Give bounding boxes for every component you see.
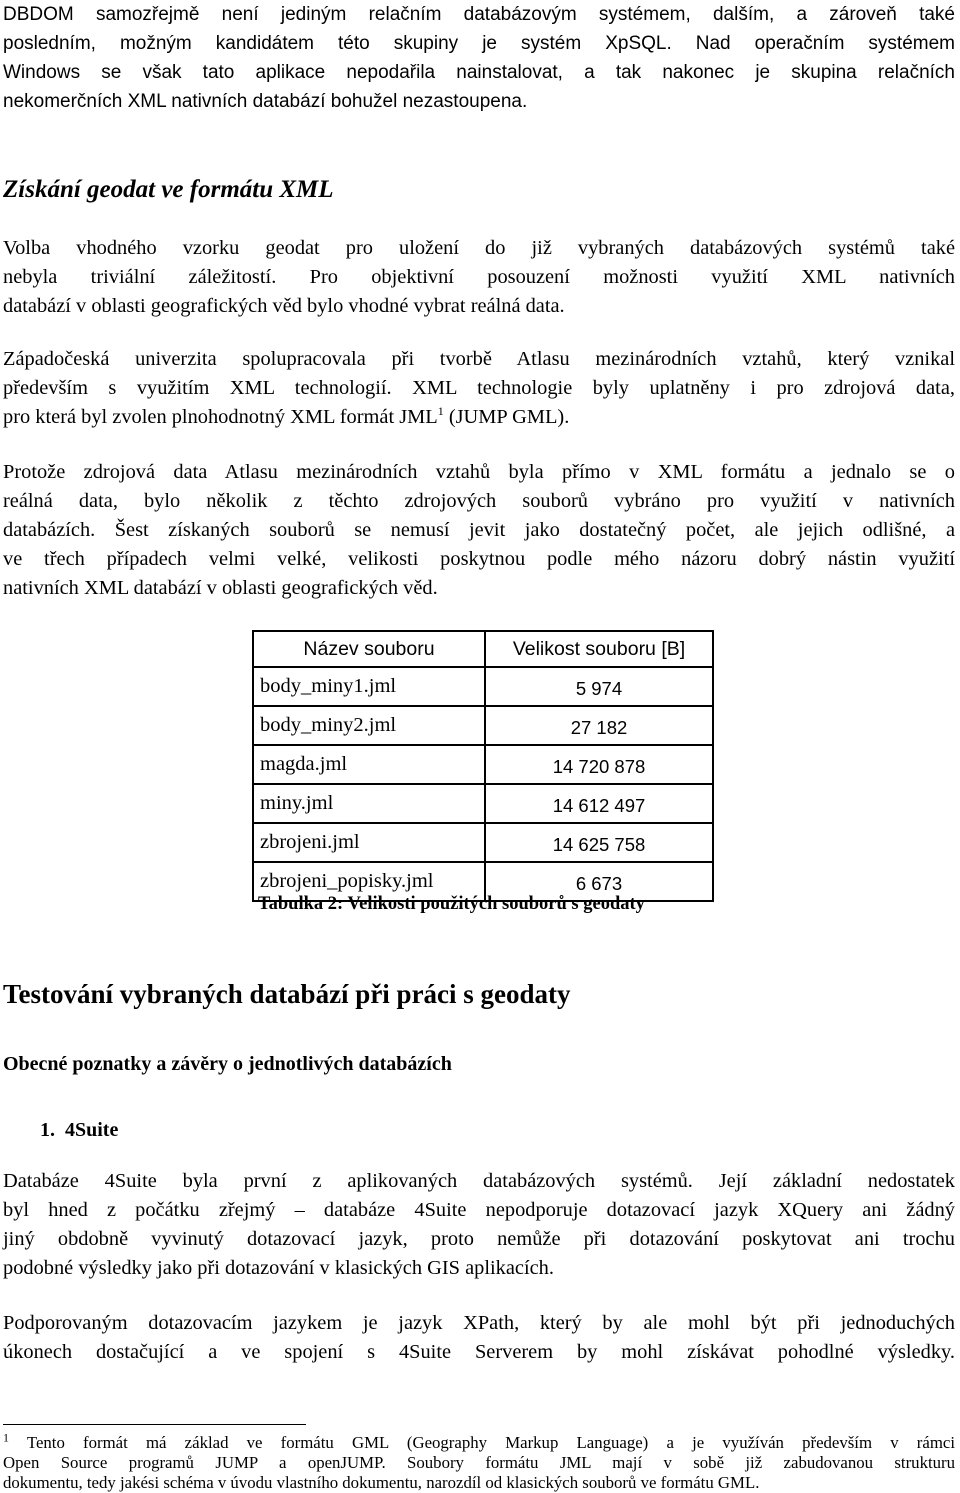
text-line: podobné výsledky jako při dotazování v klasických GIS aplikacích.	[3, 1257, 554, 1279]
chapter-heading: Testování vybraných databází při práci s geodaty	[3, 979, 571, 1009]
text-segment: Tento formát má základ ve formátu GML (Geography Markup Language) a je využíván především v rámci	[9, 1433, 955, 1452]
column-header-size: Velikost souboru [B]	[485, 631, 713, 667]
file-size-cell: 27 182	[485, 706, 713, 745]
numbered-item-heading	[40, 1119, 118, 1142]
file-size-cell: 5 974	[485, 667, 713, 706]
footnote-line: dokumentu, tedy jakési schéma v úvodu vlastního dokumentu, narozdíl od klasických souborů ve formátu GML.	[3, 1473, 760, 1492]
footnote-marker: 1	[3, 1430, 9, 1445]
footnote-line: Open Source programů JUMP a openJUMP. Soubory formátu JML mají v sobě již zabudovanou strukturu	[3, 1453, 955, 1472]
text-line: Volba vhodného vzorku geodat pro uložení do již vybraných databázových systémů také	[3, 237, 955, 259]
table-row	[253, 667, 713, 706]
text-line: byl hned z počátku zřejmý – databáze 4Suite nepodporuje dotazovací jazyk XQuery ani žádný	[3, 1199, 955, 1221]
file-size-cell: 14 625 758	[485, 823, 713, 862]
text-line: ve třech případech velmi velké, velikosti poskytnou podle mého názoru dobrý nástin využití	[3, 548, 955, 570]
text-segment: (JUMP GML).	[443, 406, 570, 428]
table-header-row	[253, 631, 713, 667]
text-line: databází v oblasti geografických věd bylo vhodné vybrat reálná data.	[3, 295, 565, 317]
text-line: DBDOM samozřejmě není jediným relačním databázovým systémem, dalším, a zároveň také	[3, 4, 955, 25]
file-name-cell: body_miny2.jml	[253, 706, 485, 745]
text-line: posledním, možným kandidátem této skupiny je systém XpSQL. Nad operačním systémem	[3, 33, 955, 54]
text-line: Podporovaným dotazovacím jazykem je jazyk XPath, který by ale mohl být při jednoduchých	[3, 1312, 955, 1334]
table-row	[253, 784, 713, 823]
file-name-cell: miny.jml	[253, 784, 485, 823]
section1-paragraph-2	[3, 345, 955, 432]
footnote-line	[3, 1430, 955, 1453]
table-row	[253, 706, 713, 745]
table-row	[253, 823, 713, 862]
file-name-cell: body_miny1.jml	[253, 667, 485, 706]
file-name-cell: magda.jml	[253, 745, 485, 784]
file-size-cell: 14 720 878	[485, 745, 713, 784]
column-header-name: Název souboru	[253, 631, 485, 667]
intro-paragraph	[3, 0, 955, 116]
section1-paragraph-3	[3, 458, 955, 603]
table-row	[253, 745, 713, 784]
text-line: Databáze 4Suite byla první z aplikovaných databázových systémů. Její základní nedostatek	[3, 1170, 955, 1192]
file-size-cell: 14 612 497	[485, 784, 713, 823]
text-line: reálná data, bylo několik z těchto zdrojových souborů vybráno pro využití v nativních	[3, 490, 955, 512]
text-line: nebyla triviální záležitostí. Pro objektivní posouzení možnosti využití XML nativních	[3, 266, 955, 288]
file-name-cell: zbrojeni.jml	[253, 823, 485, 862]
section2-paragraph-1	[3, 1167, 955, 1283]
text-line: nekomerčních XML nativních databází bohužel nezastoupena.	[3, 91, 528, 112]
text-line: Windows se však tato aplikace nepodařila nainstalovat, a tak nakonec je skupina relačních	[3, 62, 955, 83]
footnote	[3, 1430, 955, 1493]
subsection-heading: Obecné poznatky a závěry o jednotlivých databázích	[3, 1053, 452, 1075]
file-size-table	[252, 630, 714, 902]
text-segment: pro která byl zvolen plnohodnotný XML formát JML	[3, 406, 438, 428]
text-line: nativních XML databází v oblasti geografických věd.	[3, 577, 438, 599]
footnote-separator	[3, 1424, 306, 1425]
text-line	[3, 403, 955, 432]
text-line: databázích. Šest získaných souborů se nemusí jevit jako dostatečný počet, ale jejich odlišné, a	[3, 519, 955, 541]
file-name-cell: zbrojeni_popisky.jml	[253, 862, 485, 901]
file-size-cell: 6 673	[485, 862, 713, 901]
table-caption: Tabulka 2: Velikosti použitých souborů s geodaty	[258, 894, 645, 914]
text-line: jiný obdobně vyvinutý dotazovací jazyk, proto nemůže při dotazování poskytovat ani trochu	[3, 1228, 955, 1250]
section1-paragraph-1	[3, 234, 955, 321]
section2-paragraph-2	[3, 1309, 955, 1367]
section-heading: Získání geodat ve formátu XML	[3, 176, 334, 203]
item-title: 4Suite	[65, 1119, 119, 1141]
footnote-ref[interactable]: 1	[437, 404, 444, 419]
text-line: úkonech dostačující a ve spojení s 4Suite Serverem by mohl získávat pohodlné výsledky.	[3, 1341, 955, 1363]
text-line: Protože zdrojová data Atlasu mezinárodních vztahů byla přímo v XML formátu a jednalo se o	[3, 461, 955, 483]
text-line: Západočeská univerzita spolupracovala při tvorbě Atlasu mezinárodních vztahů, který vznikal	[3, 348, 955, 370]
text-line: především s využitím XML technologií. XML technologie byly uplatněny i pro zdrojová data,	[3, 377, 955, 399]
item-number: 1.	[40, 1119, 55, 1141]
